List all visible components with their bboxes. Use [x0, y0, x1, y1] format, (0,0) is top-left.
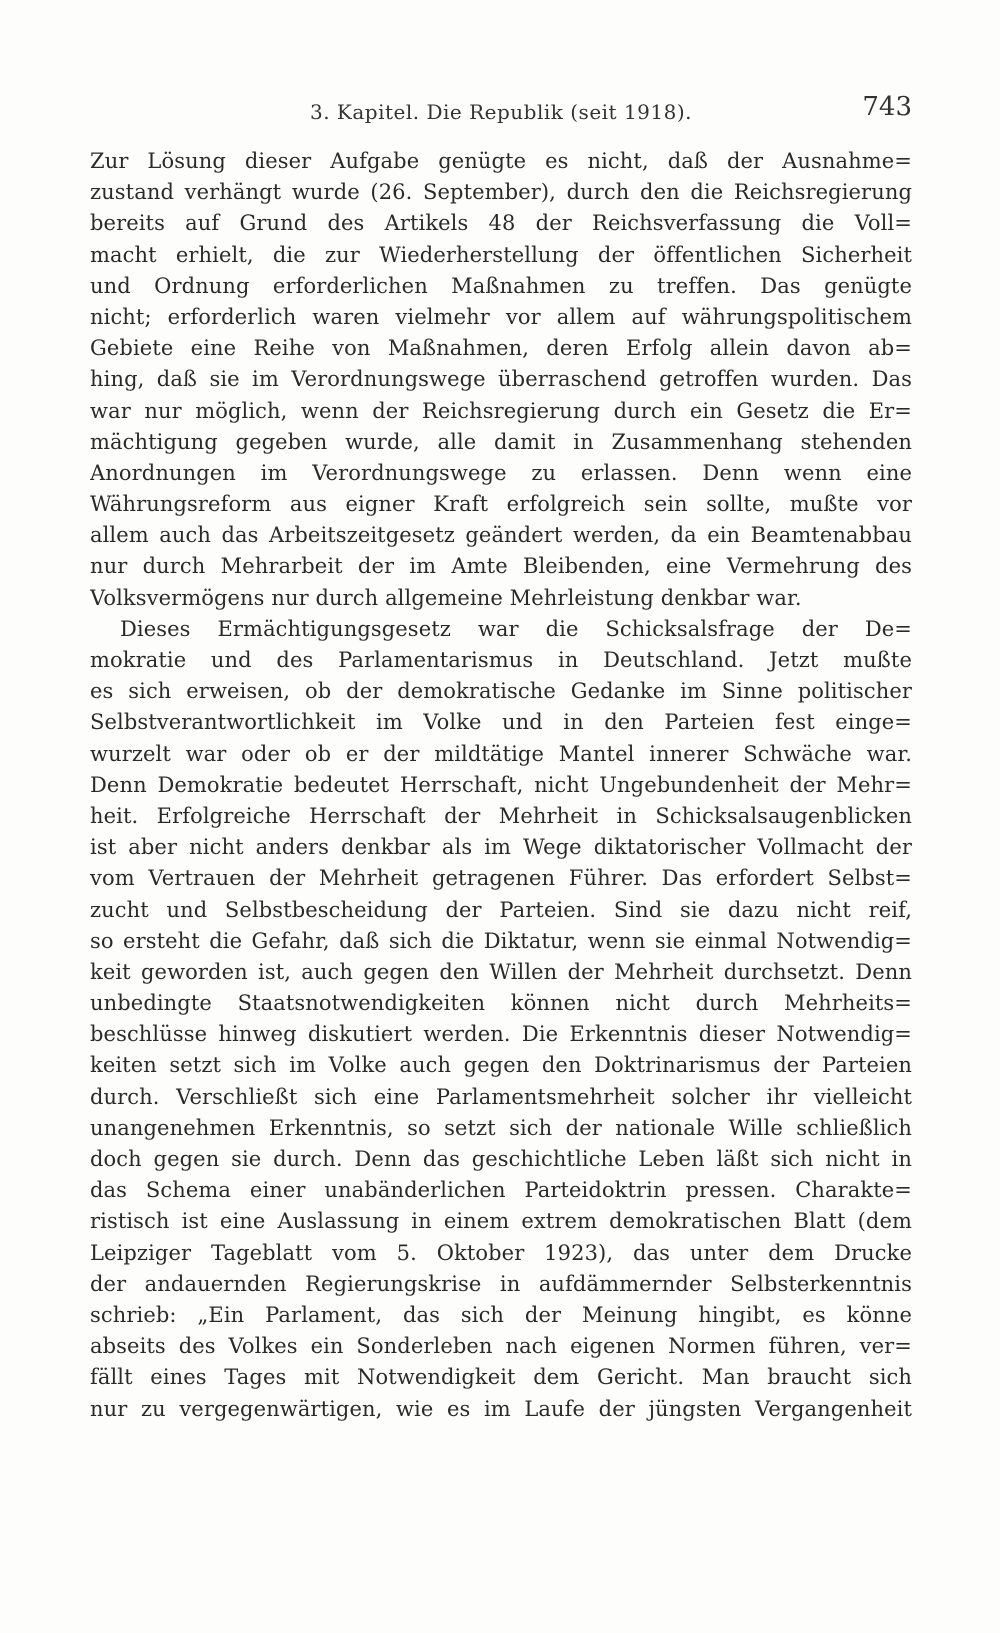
body-text: [90, 146, 912, 1425]
text-line: beschlüsse hinweg diskutiert werden. Die Erkenntnis dieser Notwendig=: [90, 1022, 912, 1047]
text-line: bereits auf Grund des Artikels 48 der Reichsverfassung die Voll=: [90, 211, 912, 236]
text-line: keit geworden ist, auch gegen den Willen der Mehrheit durchsetzt. Denn: [90, 959, 912, 984]
text-line: Zur Lösung dieser Aufgabe genügte es nicht, daß der Ausnahme=: [90, 149, 912, 173]
text-line: unangenehmen Erkenntnis, so setzt sich der nationale Wille schließlich: [90, 1115, 912, 1140]
text-line: keiten setzt sich im Volke auch gegen den Doktrinarismus der Parteien: [90, 1053, 912, 1078]
text-line: nur zu vergegenwärtigen, wie es im Laufe der jüngsten Vergangenheit: [90, 1396, 912, 1421]
text-line: nur durch Mehrarbeit der im Amte Bleibenden, eine Vermehrung des: [90, 554, 912, 579]
text-line: macht erhielt, die zur Wiederherstellung der öffentlichen Sicherheit: [90, 242, 912, 267]
text-line: durch. Verschließt sich eine Parlamentsmehrheit solcher ihr vielleicht: [90, 1084, 912, 1109]
text-line: allem auch das Arbeitszeitgesetz geändert werden, da ein Beamtenabbau: [90, 523, 912, 548]
text-line: Volksvermögens nur durch allgemeine Mehrleistung denkbar war.: [90, 585, 802, 610]
text-line: Gebiete eine Reihe von Maßnahmen, deren Erfolg allein davon ab=: [90, 336, 912, 361]
text-line: ist aber nicht anders denkbar als im Wege diktatorischer Vollmacht der: [90, 835, 912, 860]
page-number: 743: [862, 92, 912, 122]
text-line: das Schema einer unabänderlichen Parteidoktrin pressen. Charakte=: [90, 1178, 912, 1203]
text-line: mokratie und des Parlamentarismus in Deutschland. Jetzt mußte: [90, 648, 912, 672]
text-line: mächtigung gegeben wurde, alle damit in Zusammenhang stehenden: [90, 429, 912, 454]
text-line: so ersteht die Gefahr, daß sich die Diktatur, wenn sie einmal Notwendig=: [90, 928, 912, 953]
text-line: hing, daß sie im Verordnungswege überraschend getroffen wurden. Das: [90, 367, 912, 392]
text-line: Leipziger Tageblatt vom 5. Oktober 1923), das unter dem Drucke: [90, 1240, 912, 1265]
running-head: [90, 92, 912, 132]
text-line: schrieb: „Ein Parlament, das sich der Meinung hingibt, es könne: [90, 1302, 912, 1327]
text-line: zucht und Selbstbescheidung der Parteien. Sind sie dazu nicht reif,: [90, 897, 912, 922]
text-line: fällt eines Tages mit Notwendigkeit dem Gericht. Man braucht sich: [90, 1365, 912, 1390]
text-line: heit. Erfolgreiche Herrschaft der Mehrheit in Schicksalsaugenblicken: [90, 803, 912, 828]
text-line: Währungsreform aus eigner Kraft erfolgreich sein sollte, mußte vor: [90, 492, 912, 517]
text-line: es sich erweisen, ob der demokratische Gedanke im Sinne politischer: [90, 679, 912, 704]
running-title: 3. Kapitel. Die Republik (seit 1918).: [309, 100, 692, 124]
text-line: abseits des Volkes ein Sonderleben nach eigenen Normen führen, ver=: [90, 1334, 912, 1359]
text-line: war nur möglich, wenn der Reichsregierung durch ein Gesetz die Er=: [90, 398, 912, 423]
text-line: vom Vertrauen der Mehrheit getragenen Führer. Das erfordert Selbst=: [90, 866, 912, 891]
text-line: Dieses Ermächtigungsgesetz war die Schicksalsfrage der De=: [120, 616, 912, 641]
text-line: zustand verhängt wurde (26. September), durch den die Reichsregierung: [90, 180, 912, 205]
text-line: ristisch ist eine Auslassung in einem extrem demokratischen Blatt (dem: [90, 1209, 912, 1234]
text-line: Anordnungen im Verordnungswege zu erlassen. Denn wenn eine: [90, 460, 912, 485]
text-line: nicht; erforderlich waren vielmehr vor allem auf währungspolitischem: [90, 304, 912, 329]
text-line: Selbstverantwortlichkeit im Volke und in den Parteien fest einge=: [90, 710, 912, 735]
text-line: unbedingte Staatsnotwendigkeiten können nicht durch Mehrheits=: [90, 991, 912, 1016]
text-line: Denn Demokratie bedeutet Herrschaft, nicht Ungebundenheit der Mehr=: [90, 772, 912, 797]
text-line: wurzelt war oder ob er der mildtätige Mantel innerer Schwäche war.: [90, 741, 912, 766]
text-line: doch gegen sie durch. Denn das geschichtliche Leben läßt sich nicht in: [90, 1147, 912, 1171]
text-line: und Ordnung erforderlichen Maßnahmen zu treffen. Das genügte: [90, 273, 912, 298]
text-line: der andauernden Regierungskrise in aufdämmernder Selbsterkenntnis: [90, 1271, 912, 1296]
